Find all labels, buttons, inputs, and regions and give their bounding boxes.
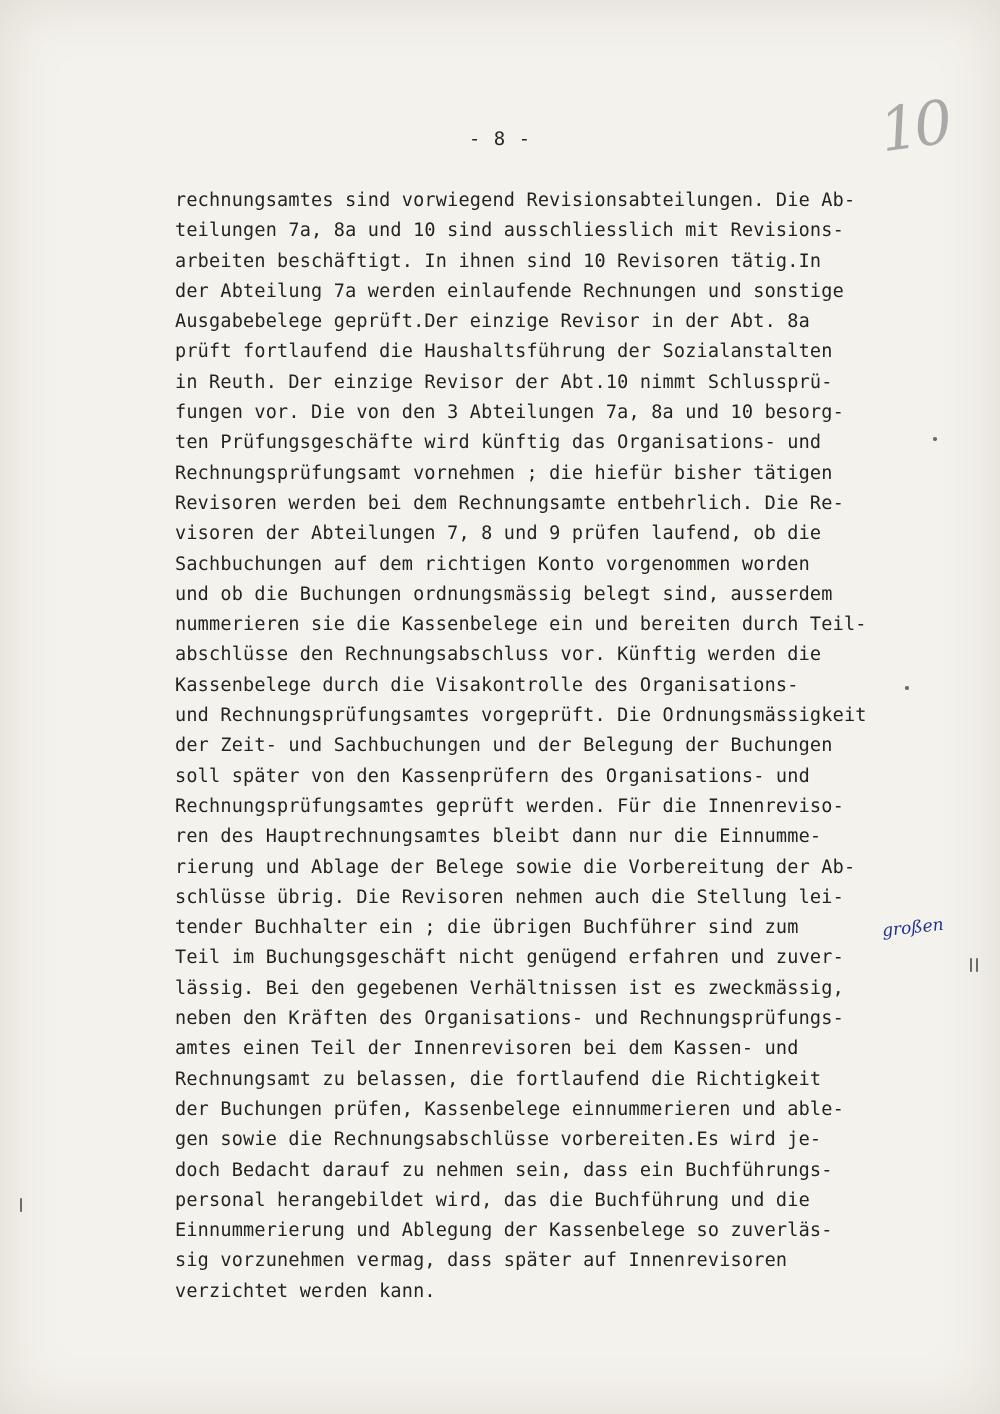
- ink-speck: [905, 686, 909, 690]
- text-line: soll später von den Kassenprüfern des Organisations- und: [175, 765, 810, 787]
- text-line: rechnungsamtes sind vorwiegend Revisionsabteilungen. Die Ab-: [175, 190, 856, 211]
- text-line: personal herangebildet wird, das die Buchführung und die: [175, 1189, 810, 1211]
- text-line: neben den Kräften des Organisations- und Rechnungsprüfungs-: [175, 1008, 844, 1030]
- text-line: gen sowie die Rechnungsabschlüsse vorbereiten.Es wird je-: [175, 1129, 822, 1151]
- text-line: der Buchungen prüfen, Kassenbelege einnummerieren und able-: [175, 1098, 844, 1120]
- text-line: Ausgabebelege geprüft.Der einzige Revisor in der Abt. 8a: [175, 311, 810, 333]
- text-line: der Zeit- und Sachbuchungen und der Belegung der Buchungen: [175, 735, 833, 757]
- text-line: ten Prüfungsgeschäfte wird künftig das Organisations- und: [175, 432, 822, 454]
- margin-tick-mark: [976, 958, 978, 972]
- margin-tick-mark: [970, 958, 972, 972]
- text-line: in Reuth. Der einzige Revisor der Abt.10 nimmt Schlussprü-: [175, 371, 833, 393]
- text-line: Rechnungsprüfungsamt vornehmen ; die hiefür bisher tätigen: [175, 462, 833, 484]
- text-line: rierung und Ablage der Belege sowie die Vorbereitung der Ab-: [175, 856, 856, 878]
- text-line: Revisoren werden bei dem Rechnungsamte entbehrlich. Die Re-: [175, 492, 844, 514]
- text-line: prüft fortlaufend die Haushaltsführung der Sozialanstalten: [175, 341, 833, 363]
- text-line: teilungen 7a, 8a und 10 sind ausschliesslich mit Revisions-: [175, 220, 844, 242]
- text-line: Rechnungsamt zu belassen, die fortlaufend die Richtigkeit: [175, 1068, 822, 1090]
- text-line: abschlüsse den Rechnungsabschluss vor. Künftig werden die: [175, 644, 822, 666]
- text-line: tender Buchhalter ein ; die übrigen Buchführer sind zum: [175, 917, 799, 939]
- text-line: schlüsse übrig. Die Revisoren nehmen auch die Stellung lei-: [175, 886, 844, 908]
- text-line: doch Bedacht darauf zu nehmen sein, dass ein Buchführungs-: [175, 1159, 833, 1181]
- text-line: und ob die Buchungen ordnungsmässig belegt sind, ausserdem: [175, 583, 833, 605]
- text-line: nummerieren sie die Kassenbelege ein und bereiten durch Teil-: [175, 614, 867, 636]
- text-line: Sachbuchungen auf dem richtigen Konto vorgenommen worden: [175, 553, 810, 575]
- body-text: [175, 186, 955, 1307]
- handwritten-page-annotation: 10: [875, 87, 953, 167]
- text-line: Kassenbelege durch die Visakontrolle des Organisations-: [175, 674, 799, 696]
- text-line: arbeiten beschäftigt. In ihnen sind 10 Revisoren tätig.In: [175, 250, 822, 272]
- text-line: ren des Hauptrechnungsamtes bleibt dann nur die Einnumme-: [175, 826, 822, 848]
- text-line: und Rechnungsprüfungsamtes vorgeprüft. Die Ordnungsmässigkeit: [175, 705, 867, 727]
- page-number: - 8 -: [468, 128, 532, 150]
- text-line: Teil im Buchungsgeschäft nicht genügend erfahren und zuver-: [175, 947, 844, 969]
- text-line: visoren der Abteilungen 7, 8 und 9 prüfen laufend, ob die: [175, 523, 822, 545]
- text-line: der Abteilung 7a werden einlaufende Rechnungen und sonstige: [175, 280, 844, 302]
- text-line: verzichtet werden kann.: [175, 1280, 436, 1302]
- ink-speck: [933, 437, 937, 441]
- text-line: fungen vor. Die von den 3 Abteilungen 7a, 8a und 10 besorg-: [175, 402, 844, 424]
- text-line: sig vorzunehmen vermag, dass später auf Innenrevisoren: [175, 1250, 788, 1272]
- text-line: lässig. Bei den gegebenen Verhältnissen ist es zweckmässig,: [175, 977, 844, 999]
- handwritten-margin-note: großen: [881, 914, 945, 942]
- margin-tick-mark: [20, 1198, 22, 1212]
- text-line: Einnummerierung und Ablegung der Kassenbelege so zuverläs-: [175, 1220, 833, 1242]
- text-line: amtes einen Teil der Innenrevisoren bei dem Kassen- und: [175, 1038, 799, 1060]
- text-line: Rechnungsprüfungsamtes geprüft werden. Für die Innenreviso-: [175, 795, 844, 817]
